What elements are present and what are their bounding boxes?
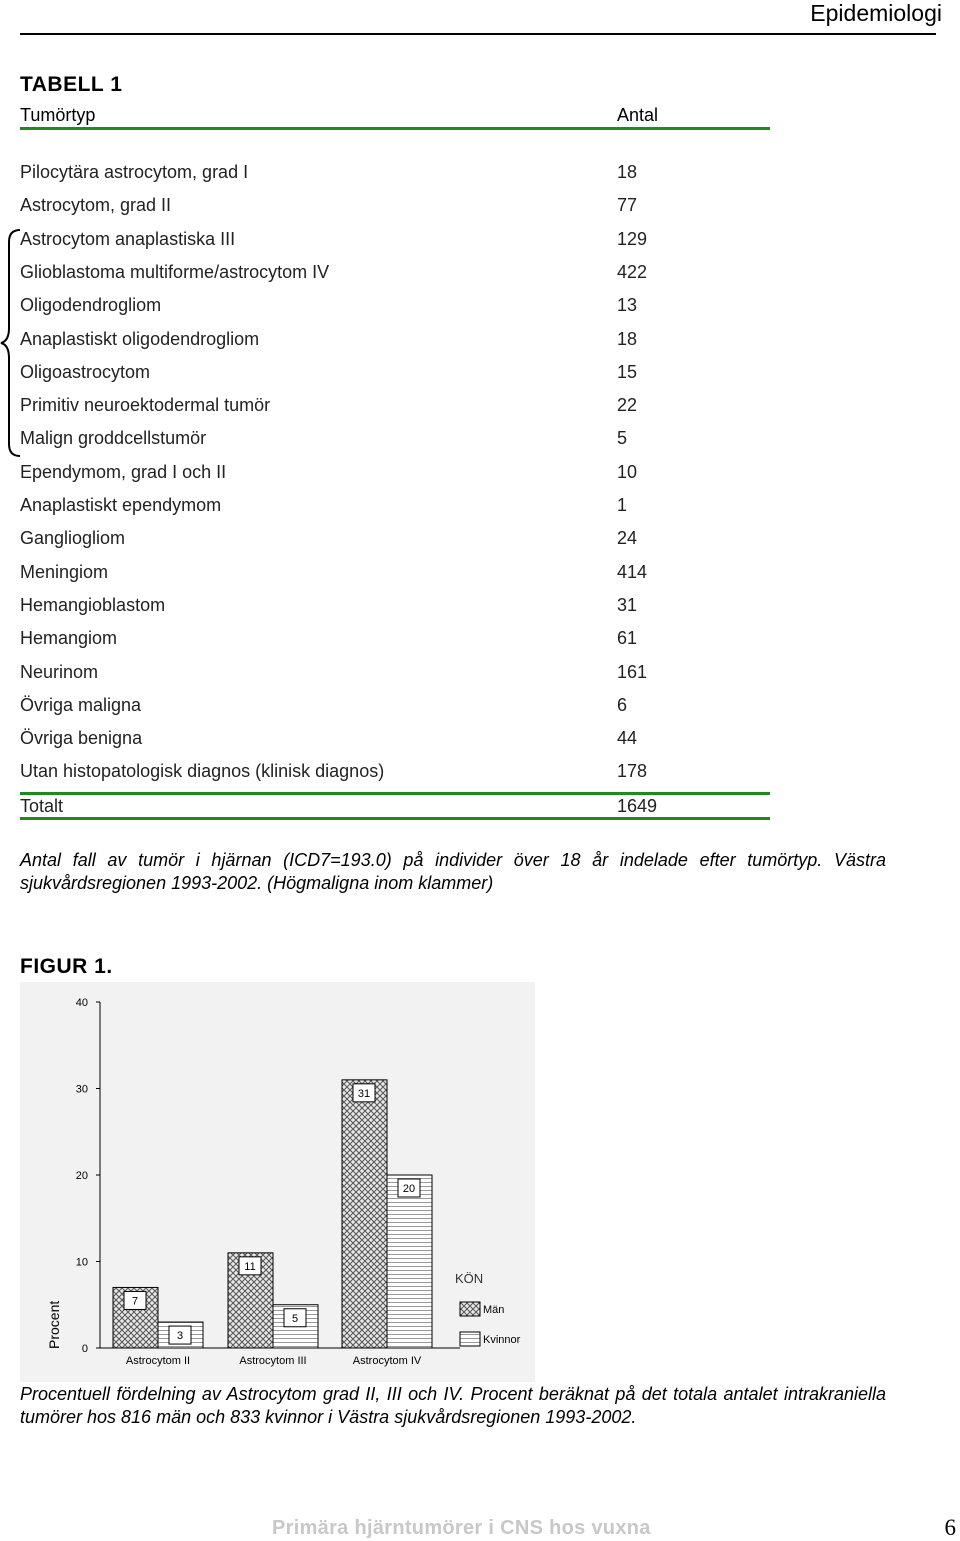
table-row: [20, 628, 770, 661]
table-row: [20, 262, 770, 295]
table-row: [20, 562, 770, 595]
table-row: [20, 595, 770, 628]
tumor-type: Astrocytom, grad II: [20, 195, 172, 216]
column-header-count: Antal: [617, 105, 659, 125]
data-label: 7: [131, 1295, 139, 1308]
legend-swatch: [460, 1302, 480, 1316]
header-rule: [20, 33, 936, 35]
y-tick-label: 20: [75, 1170, 88, 1182]
tumor-count: 18: [617, 162, 638, 182]
total-value: 1649: [617, 796, 658, 816]
table-row: [20, 362, 770, 395]
page-number: 6: [944, 1515, 956, 1540]
chart-svg: [20, 982, 535, 1382]
tumor-count: 6: [617, 694, 628, 715]
bar-chart: [20, 982, 535, 1382]
tumor-count: 61: [617, 628, 638, 649]
data-label: 31: [357, 1087, 371, 1100]
y-tick-label: 40: [75, 997, 88, 1009]
tumor-count: 1: [617, 495, 628, 515]
tumor-count: 18: [617, 328, 638, 349]
legend-title: KÖN: [455, 1271, 484, 1286]
tumor-count: 44: [617, 728, 638, 749]
legend-label: Kvinnor: [483, 1334, 521, 1346]
tumor-count: 129: [617, 228, 648, 249]
tumor-type: Meningiom: [20, 561, 109, 582]
table-row: [20, 329, 770, 362]
category-label: Astrocytom II: [125, 1355, 191, 1367]
page-header-title: Epidemiologi: [810, 0, 942, 26]
tumor-type: Hemangiom: [20, 628, 118, 649]
y-tick-label: 30: [75, 1083, 88, 1096]
y-tick-label: 0: [81, 1343, 88, 1355]
bar-kvinnor: [387, 1175, 432, 1348]
table-row: [20, 662, 770, 695]
table-row: [20, 395, 770, 428]
tumor-type: Hemangioblastom: [20, 594, 166, 615]
table-row: [20, 428, 770, 461]
category-label: Astrocytom III: [239, 1355, 307, 1367]
tumor-count: 15: [617, 361, 638, 382]
tumor-type: Primitiv neuroektodermal tumör: [20, 395, 271, 416]
table-caption: Antal fall av tumör i hjärnan (ICD7=193.0) på individer över 18 år indelade efter tumörtyp. Västra sjukvårdsregionen 1993-2002. (Högmaligna inom klammer): [20, 850, 886, 893]
table-row: [20, 695, 770, 728]
table-header-rule: [20, 127, 770, 130]
total-top-rule: [20, 792, 770, 795]
table-total-row: [20, 796, 770, 829]
data-label: 3: [176, 1330, 184, 1343]
table-row: [20, 162, 770, 195]
bar-man: [342, 1080, 387, 1348]
high-grade-brace: [0, 228, 22, 458]
table-row: [20, 761, 770, 794]
table-row: [20, 295, 770, 328]
tumor-count: 77: [617, 195, 638, 216]
total-label: Totalt: [20, 796, 64, 816]
tumor-type: Glioblastoma multiforme/astrocytom IV: [20, 261, 330, 282]
legend-swatch: [460, 1332, 480, 1346]
total-bottom-rule: [20, 817, 770, 820]
tumor-count: 10: [617, 461, 638, 482]
tumor-type: Övriga benigna: [20, 728, 143, 749]
tumor-type: Gangliogliom: [20, 528, 126, 549]
tumor-count: 5: [617, 428, 628, 449]
tumor-type: Anaplastiskt ependymom: [20, 495, 222, 515]
figure-heading: FIGUR 1.: [20, 955, 113, 978]
category-label: Astrocytom IV: [352, 1355, 422, 1367]
tumor-count: 13: [617, 295, 638, 316]
data-label: 5: [291, 1312, 299, 1325]
data-label: 11: [244, 1260, 256, 1273]
column-header-type: Tumörtyp: [20, 105, 96, 125]
table-heading: TABELL 1: [20, 73, 123, 96]
tumor-type: Utan histopatologisk diagnos (klinisk diagnos): [20, 761, 385, 782]
tumor-count: 31: [617, 594, 638, 615]
tumor-type: Ependymom, grad I och II: [20, 461, 227, 482]
tumor-type: Oligoastrocytom: [20, 361, 151, 382]
tumor-type: Pilocytära astrocytom, grad I: [20, 162, 249, 182]
y-axis-label: Procent: [46, 1300, 62, 1349]
data-label: 20: [402, 1183, 416, 1195]
legend-label: Män: [483, 1304, 505, 1316]
tumor-count: 161: [617, 661, 648, 682]
tumor-type: Oligodendrogliom: [20, 295, 162, 316]
tumor-type: Neurinom: [20, 661, 99, 682]
tumor-count: 422: [617, 261, 648, 282]
tumor-count: 414: [617, 561, 648, 582]
tumor-type: Anaplastiskt oligodendrogliom: [20, 328, 260, 349]
tumor-count: 24: [617, 528, 638, 549]
tumor-type: Astrocytom anaplastiska III: [20, 228, 236, 249]
figure-caption: Procentuell fördelning av Astrocytom grad II, III och IV. Procent beräknat på det totala antalet intrakraniella tumörer hos 816 män och 833 kvinnor i Västra sjukvårdsregionen 1993-2002.: [20, 1384, 886, 1427]
tumor-count: 178: [617, 761, 648, 782]
table-row: [20, 195, 770, 228]
y-tick-label: 10: [75, 1256, 88, 1269]
table-row: [20, 495, 770, 528]
table-row: [20, 728, 770, 761]
tumor-count: 22: [617, 395, 638, 416]
table-row: [20, 229, 770, 262]
tumor-type: Övriga maligna: [20, 694, 142, 715]
table-row: [20, 462, 770, 495]
footer-text: Primära hjärntumörer i CNS hos vuxna: [272, 1517, 651, 1539]
tumor-type: Malign groddcellstumör: [20, 428, 207, 449]
table-row: [20, 528, 770, 561]
